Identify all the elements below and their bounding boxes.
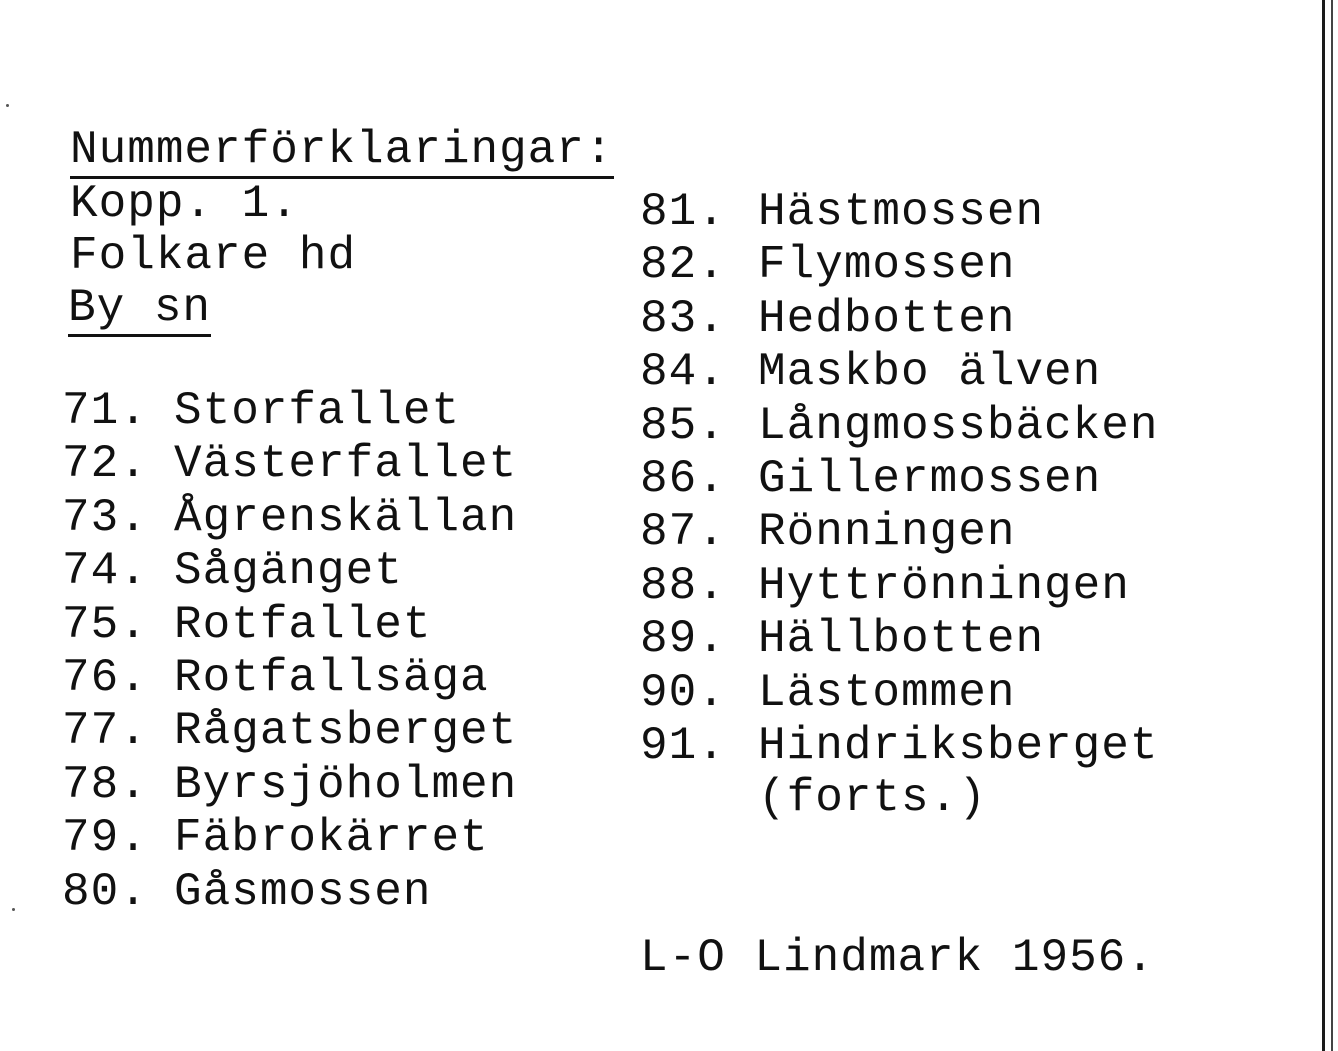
place-number: 91. [640,719,726,772]
place-entry [640,293,1158,346]
place-name: Maskbo älven [758,346,1102,399]
place-entry [640,613,1158,666]
place-number: 76. [62,651,148,704]
place-name: Hedbotten [758,292,1016,345]
place-entry [640,720,1158,773]
place-entry [640,667,1158,720]
place-name: Hyttrönningen [758,559,1130,612]
place-name: Flymossen [758,239,1016,292]
place-name: Fäbrokärret [174,812,489,865]
speck [6,104,9,107]
place-number: 80. [62,865,148,918]
place-entry [62,492,517,545]
place-entry [62,545,517,598]
place-number: 83. [640,292,726,345]
place-name: Rotfallsäga [174,651,489,704]
place-number: 90. [640,666,726,719]
place-number: 74. [62,545,148,598]
card-edge-shadow [1331,0,1333,1051]
speck [12,908,15,911]
place-entry [62,812,517,865]
place-entry [62,385,517,438]
place-entry [62,438,517,491]
place-number: 87. [640,506,726,559]
place-number: 73. [62,491,148,544]
place-number: 89. [640,613,726,666]
place-name: Byrsjöholmen [174,758,518,811]
place-entry [62,705,517,758]
place-name: Sågänget [174,545,403,598]
right-place-list [640,186,1158,773]
place-name: Gillermossen [758,452,1102,505]
place-name: Lästommen [758,666,1016,719]
place-name: Hindriksberget [758,719,1159,772]
place-name: Hästmossen [758,186,1045,238]
place-name: Ågrenskällan [174,491,518,544]
place-entry [640,506,1158,559]
place-entry [62,599,517,652]
place-entry [640,239,1158,292]
place-number: 72. [62,438,148,491]
place-name: Långmossbäcken [758,399,1159,452]
place-number: 85. [640,399,726,452]
place-name: Rönningen [758,506,1016,559]
place-number: 75. [62,598,148,651]
place-entry [640,400,1158,453]
left-place-list [62,385,517,919]
place-number: 88. [640,559,726,612]
place-entry [640,186,1158,239]
place-entry [62,759,517,812]
place-number: 78. [62,758,148,811]
place-number: 71. [62,385,148,437]
place-entry [640,453,1158,506]
continuation-note: (forts.) [758,772,987,824]
place-entry [640,560,1158,613]
heading-kopp: Kopp. 1. [70,178,299,230]
place-entry [640,346,1158,399]
heading-parish: By sn [68,282,211,337]
place-name: Västerfallet [174,438,518,491]
place-name: Hällbotten [758,613,1045,666]
place-number: 81. [640,186,726,238]
place-number: 82. [640,239,726,292]
place-number: 86. [640,452,726,505]
heading-district: Folkare hd [70,230,357,282]
signature: L-O Lindmark 1956. [640,932,1155,984]
heading-title: Nummerförklaringar: [70,124,614,179]
place-name: Gåsmossen [174,865,432,918]
place-name: Storfallet [174,385,461,437]
place-entry [62,866,517,919]
place-name: Rotfallet [174,598,432,651]
card-edge [1322,0,1325,1051]
place-number: 79. [62,812,148,865]
place-name: Rågatsberget [174,705,518,758]
place-entry [62,652,517,705]
place-number: 84. [640,346,726,399]
place-number: 77. [62,705,148,758]
